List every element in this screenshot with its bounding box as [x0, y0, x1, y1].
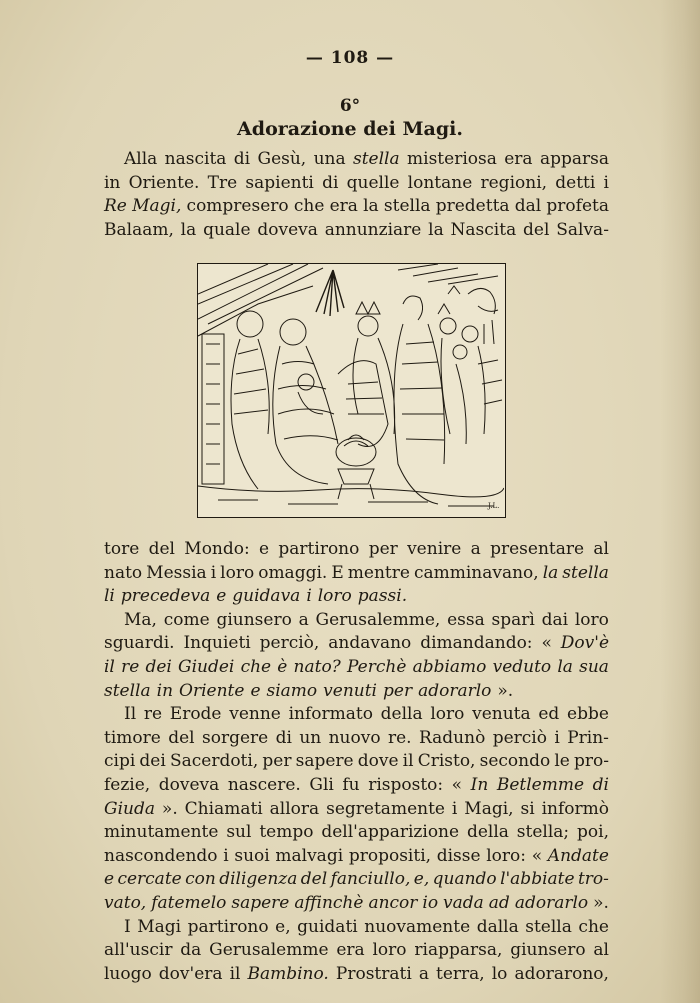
word: Radunò [418, 727, 486, 748]
word: nuovamente [364, 916, 471, 937]
word: e, [413, 869, 430, 890]
word: Dov'è [560, 633, 609, 654]
word: In [470, 774, 489, 795]
text-line [104, 916, 609, 940]
word: lontane [407, 172, 473, 193]
word: precedeva [120, 586, 211, 607]
word: il [229, 963, 241, 984]
word: vada [443, 892, 484, 913]
word: regioni, [480, 172, 548, 193]
word: Magi [137, 916, 182, 937]
section-title: Adorazione dei Magi. [237, 118, 463, 140]
word: ed [538, 704, 560, 725]
word: vato, [104, 892, 147, 913]
word: venuti [323, 680, 377, 701]
word: terra, [436, 963, 485, 984]
word: nato [104, 562, 143, 583]
word: Oriente. [128, 172, 200, 193]
word: « [451, 774, 463, 795]
word: tempo [259, 822, 314, 843]
word: misteriosa [407, 149, 497, 169]
word: Oriente [179, 680, 245, 701]
word: Andate [547, 845, 609, 866]
word: profeta [546, 196, 609, 217]
word: a [470, 539, 481, 559]
word: abbiamo [412, 656, 487, 677]
word: Perchè [346, 656, 407, 677]
word: ebbe [567, 704, 609, 725]
word: stella [104, 680, 151, 701]
word: per [368, 539, 398, 559]
word: propositi, [348, 845, 432, 866]
word: e, [275, 916, 291, 937]
word: i [223, 845, 229, 866]
engraving-drawing [198, 264, 504, 516]
word: la [180, 219, 197, 240]
word: secondo [479, 751, 551, 772]
word: io [422, 892, 439, 913]
word: loro [220, 562, 255, 583]
word: malvagi [275, 845, 344, 866]
word: Giuda [104, 798, 155, 819]
paragraph-top [104, 148, 609, 242]
text-line [104, 798, 609, 822]
word: sapienti [245, 172, 314, 193]
word: fezie, [104, 774, 151, 795]
text-line [104, 609, 609, 633]
text-line [104, 585, 609, 609]
word: i [210, 562, 217, 583]
text-line [104, 680, 609, 704]
word: i [554, 727, 560, 748]
word: ». [593, 892, 609, 913]
word: risposto: [368, 774, 444, 795]
word: del [523, 219, 550, 240]
word: Erode [169, 704, 222, 725]
word: dei [139, 751, 166, 772]
word: sguardi. [104, 633, 175, 654]
word: nato? [293, 656, 341, 677]
word: Cristo, [417, 751, 476, 772]
word: è [277, 656, 288, 677]
word: riapparsa, [414, 940, 503, 961]
word: il [402, 751, 414, 772]
word: « [531, 845, 543, 866]
word: dimandando: [420, 633, 533, 654]
text-line [104, 703, 609, 727]
word: perciò, [259, 633, 320, 654]
word: loro [372, 940, 407, 961]
word: nascondendo [104, 845, 218, 866]
word: di [233, 149, 251, 169]
word: dalla [476, 916, 519, 937]
word: giunsero [510, 940, 586, 961]
word: la [428, 219, 444, 240]
word: nascita [164, 149, 227, 169]
word: timore [104, 727, 161, 748]
text-line [104, 892, 609, 916]
word: informato [288, 704, 373, 725]
word: per [383, 680, 413, 701]
word: Giudei [178, 656, 235, 677]
word: dell'apparizione [321, 822, 460, 843]
word: del [148, 539, 175, 559]
word: allora [269, 798, 320, 819]
text-line [104, 845, 609, 869]
text-line [104, 219, 609, 243]
text-line [104, 821, 609, 845]
text-line [104, 195, 609, 219]
word: dov'era [158, 963, 223, 984]
word: fanciullo, [330, 869, 411, 890]
word: stella; [516, 822, 570, 843]
word: Betlemme [496, 774, 585, 795]
word: loro [317, 586, 352, 607]
word: minutamente [104, 822, 219, 843]
word: che [240, 656, 272, 677]
word: e [104, 869, 115, 890]
word: cercate [117, 869, 182, 890]
word: quale [203, 219, 251, 240]
word: Ma, [124, 609, 157, 630]
word: loro: [486, 845, 527, 866]
word: compresero [186, 196, 289, 217]
text-line [104, 868, 609, 892]
word: le [554, 751, 570, 772]
word: Tre [207, 172, 238, 193]
word: si [520, 798, 535, 819]
word: da [180, 940, 202, 961]
word: nascere. [227, 774, 301, 795]
text-line [104, 963, 609, 987]
word: una [313, 149, 346, 169]
word: Il [124, 704, 137, 725]
word: stella [353, 149, 400, 169]
word: Chiamati [184, 798, 263, 819]
word: che [293, 196, 325, 217]
word: dove [357, 751, 399, 772]
word: ad [488, 892, 510, 913]
word: sapere [231, 892, 290, 913]
word: a [298, 609, 309, 630]
word: stella [383, 196, 431, 217]
word: Gerusalemme, [315, 609, 441, 630]
word: Gesù, [257, 149, 307, 169]
word: adorarono, [514, 963, 609, 984]
word: venne [229, 704, 281, 725]
word: del [300, 869, 328, 890]
page-edge-shadow [660, 0, 700, 1003]
word: cipi [104, 751, 136, 772]
word: luogo [104, 963, 152, 984]
text-line [104, 562, 609, 586]
word: essa [447, 609, 485, 630]
text-line [104, 727, 609, 751]
word: in [156, 680, 174, 701]
word: guidava [232, 586, 301, 607]
word: con [185, 869, 216, 890]
word: sua [579, 656, 609, 677]
word: sul [226, 822, 252, 843]
word: re. [387, 727, 412, 748]
word: Balaam, [104, 219, 174, 240]
word: Magi, [464, 798, 514, 819]
word: all'uscir [104, 940, 173, 961]
section-number: 6° [339, 96, 361, 116]
paragraph-bottom [104, 538, 609, 986]
word: la [542, 562, 559, 583]
word: Prostrati [335, 963, 412, 984]
word: suoi [234, 845, 270, 866]
word: era [336, 940, 365, 961]
word: quelle [346, 172, 400, 193]
word: dei [145, 656, 172, 677]
word: per [262, 751, 292, 772]
text-line [104, 750, 609, 774]
word: disse [436, 845, 481, 866]
word: li [104, 586, 115, 607]
engraving-signature: J.L. [488, 502, 500, 510]
word: ». [497, 680, 514, 701]
text-line [104, 172, 609, 196]
word: diligenza [219, 869, 298, 890]
text-line [104, 656, 609, 680]
word: giunsero [216, 609, 292, 630]
page-number: — 108 — [305, 48, 395, 68]
word: che [578, 916, 609, 937]
word: stella [525, 916, 572, 937]
word: segretamente [326, 798, 445, 819]
word: tro- [577, 869, 609, 890]
word: informò [541, 798, 609, 819]
word: al [593, 940, 609, 961]
word: i [603, 172, 609, 193]
word: ». [161, 798, 178, 819]
word: mentre [347, 562, 410, 583]
word: come [163, 609, 210, 630]
word: Gli [309, 774, 334, 795]
word: ancor [368, 892, 418, 913]
word: loro [574, 609, 609, 630]
word: venuta [472, 704, 531, 725]
word: stella [562, 562, 609, 583]
word: di [322, 172, 339, 193]
word: re [121, 656, 140, 677]
word: loro [430, 704, 465, 725]
word: doveva [257, 219, 318, 240]
word: siamo [266, 680, 318, 701]
word: lo [491, 963, 508, 984]
word: il [104, 656, 115, 677]
word: pro- [573, 751, 609, 772]
word: e [216, 586, 227, 607]
word: Nascita [450, 219, 517, 240]
word: Bambino. [247, 963, 329, 984]
word: Gerusalemme [209, 940, 329, 961]
word: partirono [187, 916, 269, 937]
word: in [104, 172, 121, 193]
word: Messia [146, 562, 207, 583]
word: affinchè [294, 892, 364, 913]
text-line [104, 148, 609, 172]
word: sorgere [201, 727, 269, 748]
word: la [363, 196, 379, 217]
word: perciò [492, 727, 547, 748]
word: nuovo [328, 727, 381, 748]
word: « [541, 633, 552, 654]
word: del [168, 727, 195, 748]
word: dai [541, 609, 569, 630]
word: annunziare [324, 219, 422, 240]
word: predetta [435, 196, 510, 217]
word: quando [432, 869, 497, 890]
text-line [104, 632, 609, 656]
word: Sacerdoti, [169, 751, 259, 772]
word: era [329, 196, 358, 217]
word: della [380, 704, 423, 725]
word: E [331, 562, 344, 583]
word: Salva- [556, 219, 609, 240]
word: detti [555, 172, 596, 193]
word: guidati [297, 916, 358, 937]
word: e [250, 680, 261, 701]
word: adorarlo [514, 892, 589, 913]
word: veduto [492, 656, 552, 677]
word: re [143, 704, 163, 725]
word: doveva [158, 774, 220, 795]
word: e [259, 539, 270, 559]
text-line [104, 939, 609, 963]
word: sparì [491, 609, 535, 630]
word: di [592, 774, 609, 795]
word: adorarlo [418, 680, 492, 701]
word: Re [104, 196, 127, 217]
text-line [104, 774, 609, 798]
word: della [466, 822, 509, 843]
word: era [504, 149, 533, 169]
word: I [124, 916, 131, 937]
word: Alla [124, 149, 158, 169]
word: tore [104, 539, 140, 559]
word: camminavano, [413, 562, 539, 583]
word: a [418, 963, 429, 984]
word: venire [407, 539, 462, 559]
word: Inquieti [183, 633, 251, 654]
word: un [299, 727, 322, 748]
word: dal [514, 196, 542, 217]
word: l'abbiate [500, 869, 575, 890]
word: apparsa [539, 149, 609, 169]
word: di [275, 727, 292, 748]
word: fatemelo [151, 892, 227, 913]
word: Prin- [567, 727, 609, 748]
word: Magi, [132, 196, 182, 217]
word: la [557, 656, 573, 677]
text-line [104, 538, 609, 562]
word: presentare [490, 539, 585, 559]
word: omaggi. [258, 562, 328, 583]
adoration-of-magi-engraving [197, 263, 506, 518]
word: passi. [357, 586, 408, 607]
word: Mondo: [184, 539, 250, 559]
word: partirono [278, 539, 360, 559]
word: fu [342, 774, 360, 795]
word: andavano [328, 633, 412, 654]
word: poi, [577, 822, 609, 843]
word: al [593, 539, 609, 559]
word: i [451, 798, 458, 819]
word: sapere [295, 751, 354, 772]
word: i [306, 586, 312, 607]
